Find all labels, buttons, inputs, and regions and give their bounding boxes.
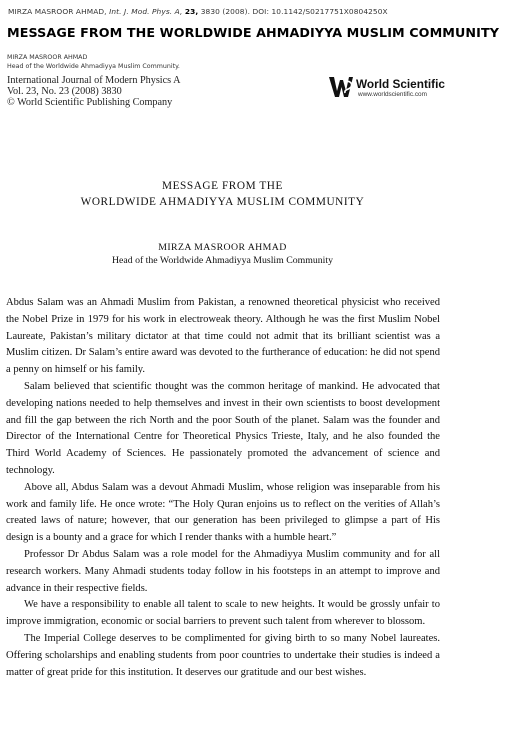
article-title-line-1: MESSAGE FROM THE xyxy=(162,180,283,192)
world-scientific-logo-mark-icon xyxy=(328,74,354,100)
citation-line xyxy=(8,7,498,16)
byline xyxy=(0,241,445,267)
page-title: MESSAGE FROM THE WORLDWIDE AHMADIYYA MUSLIM COMMUNITY xyxy=(7,25,500,40)
publisher-logo xyxy=(328,74,448,102)
journal-info xyxy=(7,75,180,109)
article-author: MIRZA MASROOR AHMAD xyxy=(158,242,287,253)
paragraph: Abdus Salam was an Ahmadi Muslim from Pakistan, a renowned theoretical physicist who received the Nobel Prize in 1979 for his work in electroweak theory. Although he was the first Muslim Nobel Laureate, Pakistan’s military dictator at that time could not admit that its brilliant scientist was a Muslim citizen. Dr Salam’s entire award was devoted to the furtherance of education: he did not spend a penny on himself or his family. xyxy=(6,297,440,376)
article-affiliation: Head of the Worldwide Ahmadiyya Muslim Community xyxy=(111,255,334,266)
article-title xyxy=(0,179,445,210)
journal-volume: Vol. 23, No. 23 (2008) 3830 xyxy=(7,86,122,98)
paragraph: The Imperial College deserves to be complimented for giving birth to so many Nobel laureates. Offering scholarships and enabling students from poor countries to undertake their studies is indeed a matter of great pride for this institution. It deserves our gratitude and our best wishes. xyxy=(6,632,440,678)
article-title-line-2: WORLDWIDE AHMADIYYA MUSLIM COMMUNITY xyxy=(80,195,365,208)
paragraph: Salam believed that scientific thought was the common heritage of mankind. He advocated that developing nations needed to help themselves and invest in their own scientists to boost development and fill the gap between the rich North and the poor South of the planet. Salam was the founder and Director of the International Centre for Theoretical Physics Trieste, Italy, and he also founded the Third World Academy of Sciences. He passionately promoted the advancement of science and technology. xyxy=(6,380,440,476)
citation-journal: Int. J. Mod. Phys. A, xyxy=(109,7,183,16)
publisher-url: www.worldscientific.com xyxy=(358,91,427,98)
author-meta-name: MIRZA MASROOR AHMAD xyxy=(7,54,88,61)
paragraph: We have a responsibility to enable all talent to scale to new heights. It would be grossly unfair to improve immigration, economic or social barriers to prevent such talent from wherever to blossom. xyxy=(6,599,440,628)
citation-volume: 23, xyxy=(184,7,199,16)
paragraph: Above all, Abdus Salam was a devout Ahmadi Muslim, whose religion was inseparable from his work and family life. He once wrote: “The Holy Quran enjoins us to reflect on the verities of Allah’s created laws of nature; however, that our generation has been privileged to glimpse a part of His design is a bounty and a grace for which I render thanks with a humble heart.” xyxy=(6,481,440,544)
citation-details: 3830 (2008). DOI: 10.1142/S0217751X0804250X xyxy=(200,7,388,16)
citation-author: MIRZA MASROOR AHMAD, xyxy=(8,7,107,16)
author-meta-role: Head of the Worldwide Ahmadiyya Muslim Community. xyxy=(7,62,180,70)
journal-copyright: © World Scientific Publishing Company xyxy=(7,97,173,109)
author-meta xyxy=(7,54,180,71)
paragraph: Professor Dr Abdus Salam was a role model for the Ahmadiyya Muslim community and for all research workers. Many Ahmadi students today follow in his footsteps in an attempt to improve and advance in their respective fields. xyxy=(6,548,440,594)
article-body xyxy=(6,295,440,681)
journal-name: International Journal of Modern Physics A xyxy=(7,75,181,86)
publisher-name: World Scientific xyxy=(356,77,445,91)
